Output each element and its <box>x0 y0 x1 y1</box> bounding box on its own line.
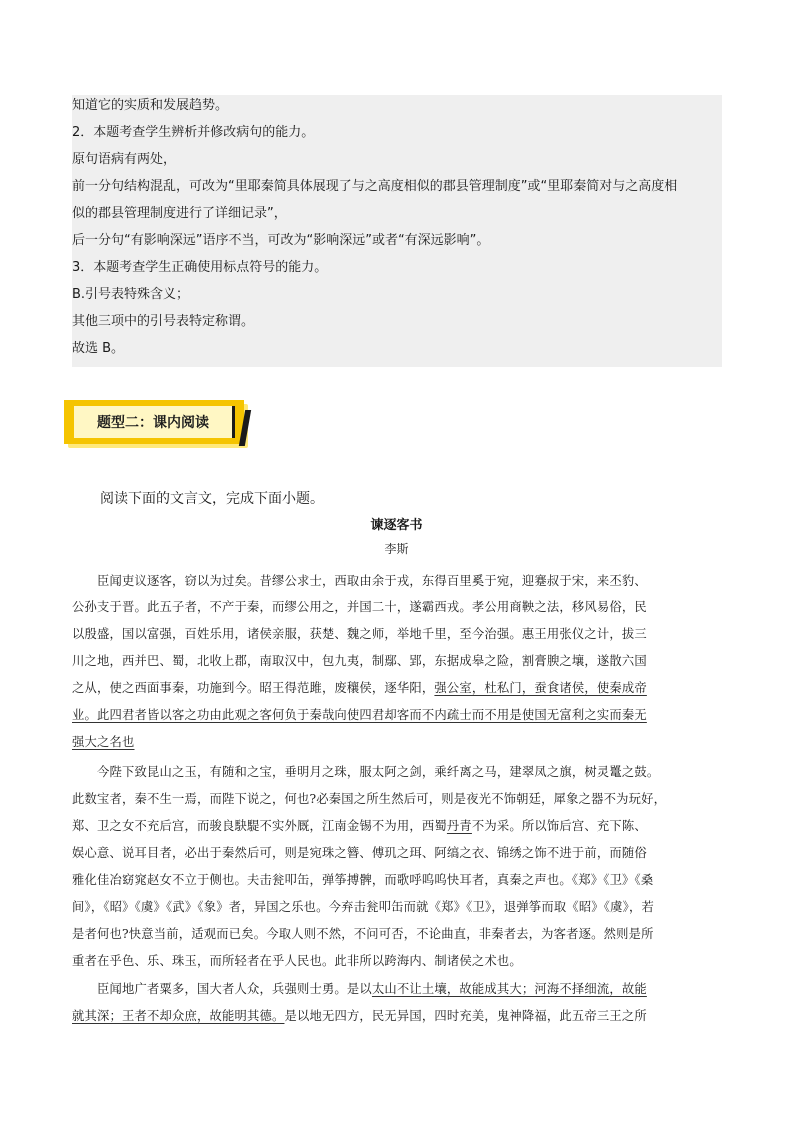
passage-text: 娱心意、说耳目者，必出于秦然后可，则是宛珠之簪、傅玑之珥、阿缟之衣、锦绣之饰不进于前，而随俗 <box>72 846 647 860</box>
passage-line <box>72 790 722 808</box>
passage-text: 是以地无四方，民无异国，四时充美，鬼神降福，此五帝三王之所 <box>284 1009 647 1023</box>
answer-explanation-box <box>72 95 722 367</box>
passage-text: 重者在乎色、乐、珠玉，而所轻者在乎人民也。此非所以跨海内、制诸侯之术也。 <box>72 954 522 968</box>
heading-banner <box>64 400 244 444</box>
heading-text: 题型二：课内阅读 <box>97 415 209 431</box>
underlined-text: 业。此四君者皆以客之功由此观之客何负于秦哉向使四君却客而不内疏士而不用是使国无富利之实而秦无 <box>72 708 647 722</box>
passage-text: 郑、卫之女不充后宫，而骏良駃騠不实外厩，江南金锡不为用，西蜀 <box>72 819 447 833</box>
answer-line: 知道它的实质和发展趋势。 <box>72 98 229 113</box>
passage-text: 之从，使之西面事秦，功施到今。昭王得范雎，废穰侯，逐华阳， <box>72 681 435 695</box>
underlined-text: 太山不让土壤，故能成其大；河海不择细流，故能 <box>371 982 647 996</box>
answer-line: 后一分句“有影响深远”语序不当，可改为“影响深远”或者“有深远影响”。 <box>72 233 490 248</box>
passage-line <box>72 679 722 697</box>
heading-label-panel <box>74 406 235 438</box>
passage-line <box>72 598 722 616</box>
passage-line <box>72 952 722 970</box>
answer-line: 其他三项中的引号表特定称谓。 <box>72 314 255 329</box>
passage-line <box>72 733 722 751</box>
passage-line <box>72 898 722 916</box>
passage-line <box>72 817 722 835</box>
passage-text: 是者何也?快意当前，适观而已矣。今取人则不然，不问可否，不论曲直，非秦者去，为客者逐。然则是所 <box>72 927 654 941</box>
question-instruction: 阅读下面的文言文，完成下面小题。 <box>100 491 324 507</box>
answer-line: 前一分句结构混乱，可改为“里耶秦简具体展现了与之高度相似的郡县管理制度”或“里耶秦简对与之高度相 <box>72 179 678 194</box>
passage-line <box>72 1007 722 1025</box>
passage-line <box>72 844 722 862</box>
passage-line <box>72 706 722 724</box>
answer-line: 故选 B。 <box>72 341 125 356</box>
passage-line <box>72 625 722 643</box>
passage-text: 不为采。所以饰后宫、充下陈、 <box>471 819 647 833</box>
underlined-text: 强大之名也 <box>72 735 135 749</box>
underlined-text: 强公室，杜私门，蚕食诸侯，使秦成帝 <box>434 681 647 695</box>
passage-line <box>72 763 722 781</box>
passage-text: 此数宝者，秦不生一焉，而陛下说之，何也?必秦国之所生然后可，则是夜光不饰朝廷，犀象之器不为玩好， <box>72 792 667 806</box>
answer-line: B.引号表特殊含义； <box>72 287 190 302</box>
passage-text: 以殷盛，国以富强，百姓乐用，诸侯亲服，获楚、魏之师，举地千里，至今治强。惠王用张仪之计，拔三 <box>72 627 647 641</box>
passage-text: 间》，《昭》《虞》《武》《象》者，异国之乐也。今弃击瓮叩缶而就《郑》《卫》，退弹筝而取《昭》《虞》，若 <box>72 900 654 914</box>
underlined-text: 就其深；王者不却众庶，故能明其德。 <box>72 1009 285 1023</box>
passage-text: 川之地，西并巴、蜀，北收上郡，南取汉中，包九夷，制鄢、郢，东据成皋之险，割膏腴之壤，遂散六国 <box>72 654 647 668</box>
passage-text: 公孙支于晋。此五子者，不产于秦，而缪公用之，并国二十，遂霸西戎。孝公用商鞅之法，移风易俗，民 <box>72 600 647 614</box>
passage-line <box>72 980 722 998</box>
passage-text: 雅化佳冶窈窕赵女不立于侧也。夫击瓮叩缶，弹筝搏髀，而歌呼呜呜快耳者，真秦之声也。《郑》《卫》《桑 <box>72 873 654 887</box>
passage-author: 李斯 <box>384 542 409 556</box>
underlined-text: 丹青 <box>446 819 472 833</box>
answer-line: 似的郡县管理制度进行了详细记录”， <box>72 206 287 221</box>
answer-line: 2．本题考查学生辨析并修改病句的能力。 <box>72 125 315 140</box>
passage-title: 谏逐客书 <box>370 518 423 533</box>
passage-text: 臣闻地广者粟多，国大者人众，兵强则士勇。是以 <box>72 982 372 996</box>
answer-line: 原句语病有两处， <box>72 152 177 167</box>
answer-line: 3．本题考查学生正确使用标点符号的能力。 <box>72 260 328 275</box>
section-heading <box>64 398 254 454</box>
passage-text: 今陛下致昆山之玉，有随和之宝，垂明月之珠，服太阿之剑，乘纤离之马，建翠凤之旗，树灵鼍之鼓。 <box>72 765 660 779</box>
passage-line <box>72 572 722 590</box>
passage-line <box>72 871 722 889</box>
passage-line <box>72 925 722 943</box>
passage-line <box>72 652 722 670</box>
passage-text: 臣闻吏议逐客，窃以为过矣。昔缪公求士，西取由余于戎，东得百里奚于宛，迎蹇叔于宋，来丕豹、 <box>72 574 647 588</box>
